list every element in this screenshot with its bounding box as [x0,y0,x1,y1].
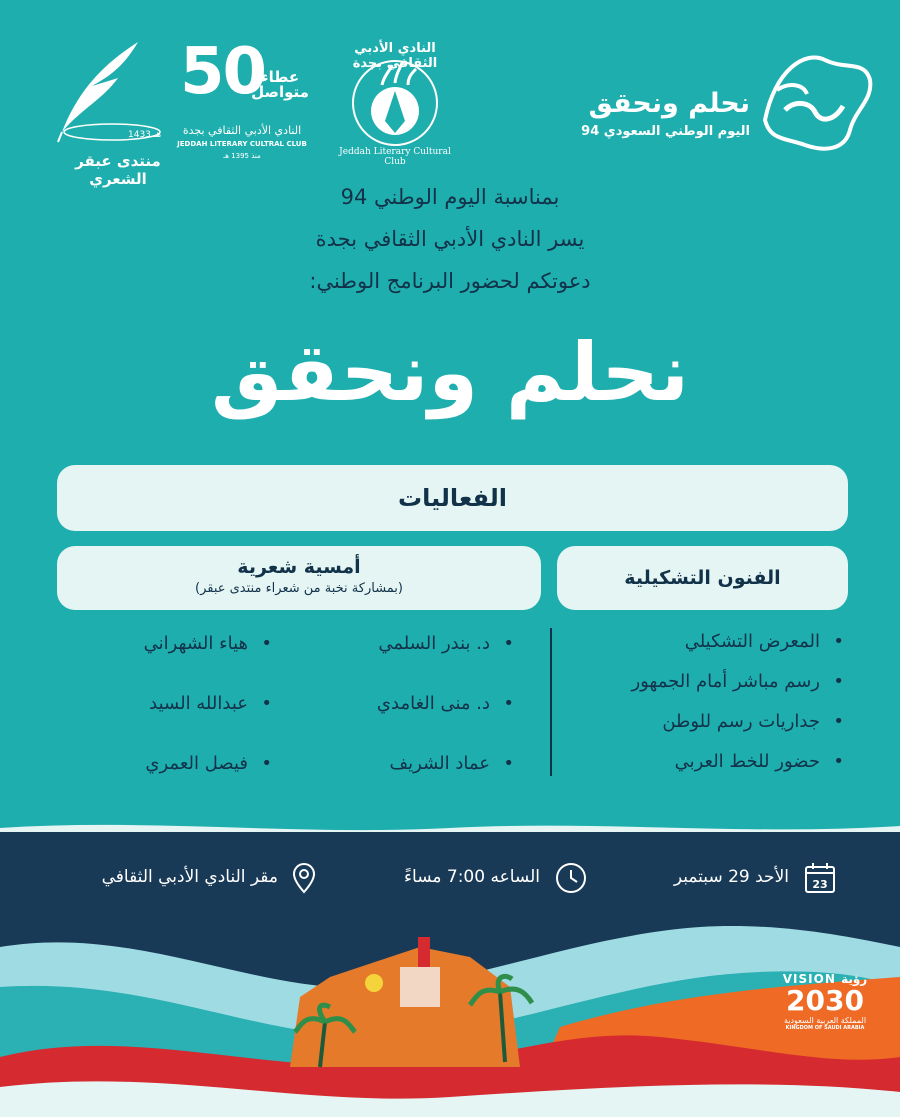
list-item: • عماد الشريف [377,750,514,810]
event-time-text: الساعه 7:00 مساءً [404,867,540,887]
anniversary-club-ar: النادي الأدبي الثقافي بجدة [182,124,302,137]
clock-icon [554,861,588,895]
event-time [404,859,588,899]
invitation-line-2: يسر النادي الأدبي الثقافي بجدة [315,227,585,251]
event-place [102,859,318,899]
sun-icon [365,974,383,992]
abqar-poetry-forum-logo [40,40,170,188]
national-day-subtitle: اليوم الوطني السعودي 94 [581,124,750,139]
location-pin-icon [290,861,318,895]
invitation-text [0,176,900,302]
forum-year: 1433 هـ [128,130,162,140]
poetry-subtitle: (بمشاركة نخبة من شعراء منتدى عبقر) [195,581,403,596]
list-item: • حضور للخط العربي [631,748,844,788]
national-day-title: نحلم ونحقق [588,88,750,119]
list-item: • رسم مباشر أمام الجمهور [631,668,844,708]
anniversary-tagline: عطاء متواصل [251,68,309,101]
event-date-text: الأحد 29 سبتمبر [673,867,789,887]
invitation-line-3: دعوتكم لحضور البرنامج الوطني: [309,269,591,293]
list-item: • المعرض التشكيلي [631,628,844,668]
arts-heading: الفنون التشكيلية [557,546,848,610]
poets-list-1 [377,630,514,810]
national-day-logo [545,40,875,160]
events-heading: الفعاليات [57,465,848,531]
vision-kingdom-en: KINGDOM OF SAUDI ARABIA [785,1025,865,1031]
vision-kingdom-ar: المملكة العربية السعودية [783,1016,867,1025]
club-logo [330,35,460,165]
calendar-day: 23 [812,878,828,891]
arts-list [631,628,844,788]
anniversary-club-en: JEDDAH LITERARY CULTRAL CLUB [177,140,307,148]
list-item: • د. بندر السلمي [377,630,514,690]
vision-label-en: VISION [782,972,836,986]
event-place-text: مقر النادي الأدبي الثقافي [101,867,278,887]
vision-label-ar: رؤية [841,972,868,986]
anniversary-since: منذ 1395 هـ [223,152,261,160]
vision-year: 2030 [786,984,864,1017]
club-name-ar: النادي الأدبي الثقافي بجدة [352,41,438,71]
club-name-en: Jeddah Literary Cultural Club [339,147,451,167]
column-divider [550,628,552,776]
vision-2030-logo [770,972,880,1031]
forum-name: منتدى عبقر الشعري [75,152,161,188]
poets-list-2 [144,630,272,810]
list-item: • هياء الشهراني [144,630,272,690]
event-date [674,859,837,899]
list-item: • عبدالله السيد [144,690,272,750]
anniversary-number: 50 [180,35,266,109]
list-item: • د. منى الغامدي [377,690,514,750]
national-day-emblem-icon [755,40,875,160]
list-item: • جداريات رسم للوطن [631,708,844,748]
landscape-illustration [0,917,900,1117]
list-item: • فيصل العمري [144,750,272,810]
anniversary-logo [172,35,312,170]
details-band [0,832,900,1117]
invitation-line-1: بمناسبة اليوم الوطني 94 [340,185,560,209]
program-headline: نحلم ونحقق [210,326,690,419]
poetry-heading [57,546,541,610]
poetry-title: أمسية شعرية [237,556,361,578]
calendar-icon [803,861,837,895]
